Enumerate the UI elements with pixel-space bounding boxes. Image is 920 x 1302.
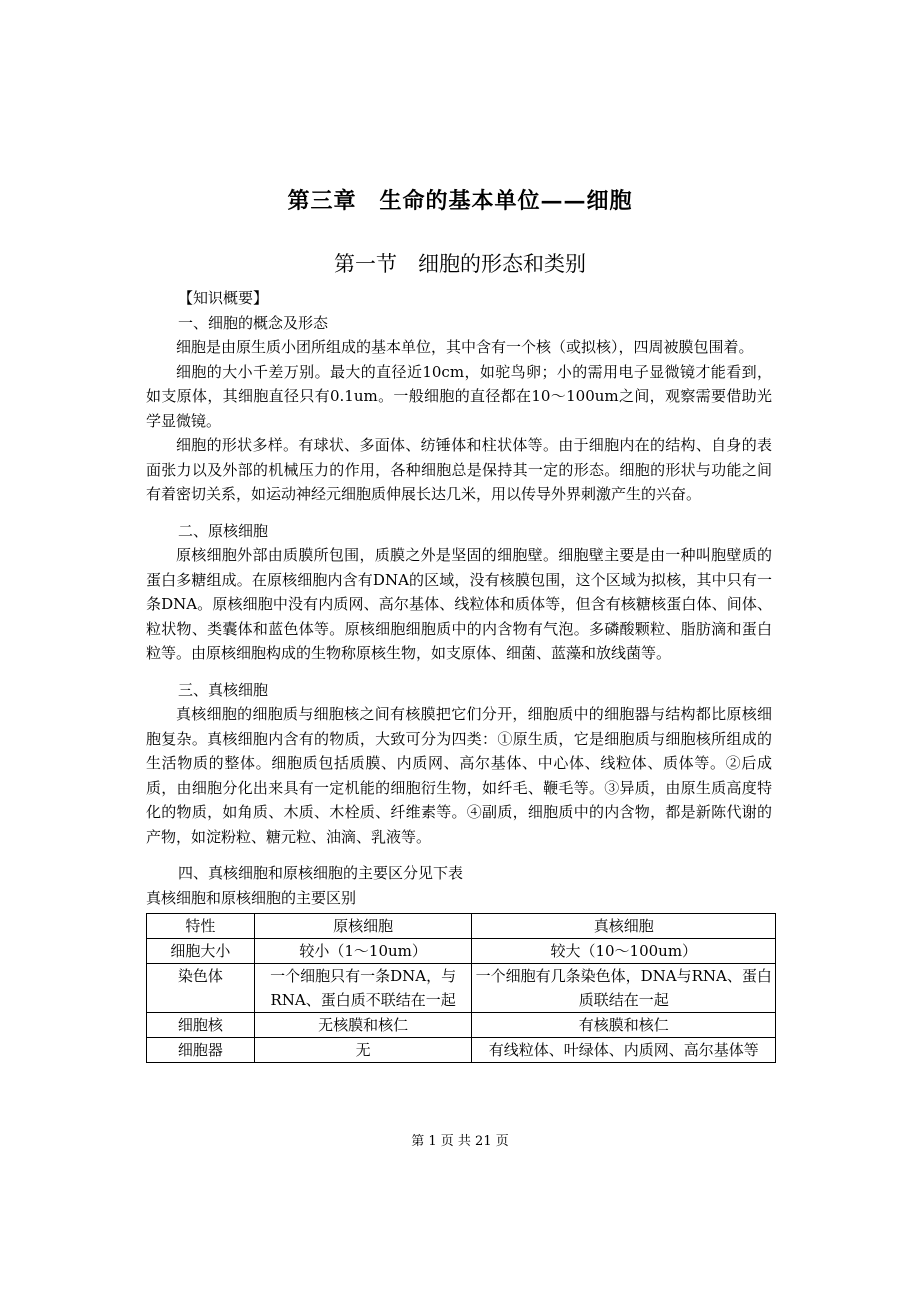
table-cell: 有核膜和核仁: [472, 1013, 776, 1038]
table-cell: 较大（10～100um）: [472, 939, 776, 964]
content-body: [146, 286, 772, 1063]
section-1-heading: 一、细胞的概念及形态: [178, 313, 329, 332]
table-cell: 无: [254, 1038, 472, 1063]
knowledge-label: 【知识概要】: [178, 289, 269, 307]
table-row: [147, 1013, 776, 1038]
page-footer: 第 1 页 共 21 页: [411, 1134, 509, 1149]
paragraph: 细胞是由原生质小团所组成的基本单位，其中含有一个核（或拟核），四周被膜包围着。: [176, 338, 754, 356]
section-4-heading: 四、真核细胞和原核细胞的主要区分见下表: [178, 864, 464, 882]
table-header-cell: 特性: [147, 914, 255, 939]
paragraph: 真核细胞的细胞质与细胞核之间有核膜把它们分开，细胞质中的细胞器与结构都比原核细胞复杂。真核细胞内含有的物质，大致可分为四类：①原生质，它是细胞质与细胞核所组成的生活物质的整体。细胞质包括质膜、内质网、高尔基体、中心体、线粒体、质体等。②后成质，由细胞分化出来具有一定机能的细胞衍生物，如纤毛、鞭毛等。③异质，由原生质高度特化的物质，如角质、木质、木栓质、纤维素等。④副质，细胞质中的内含物，都是新陈代谢的产物，如淀粉粒、糖元粒、油滴、乳液等。: [146, 705, 772, 846]
section-2-heading: 二、原核细胞: [178, 521, 269, 540]
table-cell: 染色体: [147, 964, 255, 1013]
comparison-table: [146, 913, 776, 1063]
paragraph: 原核细胞外部由质膜所包围，质膜之外是坚固的细胞壁。细胞壁主要是由一种叫胞壁质的蛋白多糖组成。在原核细胞内含有DNA的区域，没有核膜包围，这个区域为拟核，其中只有一条DNA。原核细胞中没有内质网、高尔基体、线粒体和质体等，但含有核糖核蛋白体、间体、粒状物、类囊体和蓝色体等。原核细胞细胞质中的内含物有气泡。多磷酸颗粒、脂肪滴和蛋白粒等。由原核细胞构成的生物称原核生物，如支原体、细菌、蓝藻和放线菌等。: [146, 546, 772, 662]
paragraph: 细胞的大小千差万别。最大的直径近10cm，如驼鸟卵；小的需用电子显微镜才能看到，如支原体，其细胞直径只有0.1um。一般细胞的直径都在10～100um之间，观察需要借助光学显微镜。: [146, 362, 772, 430]
table-caption: 真核细胞和原核细胞的主要区别: [146, 888, 357, 907]
table-header-cell: 真核细胞: [472, 914, 776, 939]
table-header-row: [147, 914, 776, 939]
table-row: [147, 964, 776, 1013]
table-cell: 细胞大小: [147, 939, 255, 964]
section-3-heading: 三、真核细胞: [178, 680, 269, 699]
table-header-cell: 原核细胞: [254, 914, 472, 939]
paragraph: 细胞的形状多样。有球状、多面体、纺锤体和柱状体等。由于细胞内在的结构、自身的表面张力以及外部的机械压力的作用，各种细胞总是保持其一定的形态。细胞的形状与功能之间有着密切关系，如运动神经元细胞质伸展长达几米，用以传导外界刺激产生的兴奋。: [146, 436, 772, 503]
section-title: 第一节 细胞的形态和类别: [334, 252, 586, 276]
table-cell: 有线粒体、叶绿体、内质网、高尔基体等: [472, 1038, 776, 1063]
table-cell: 无核膜和核仁: [254, 1013, 472, 1038]
table-row: [147, 939, 776, 964]
table-cell: 较小（1～10um）: [254, 939, 472, 964]
chapter-title: 第三章 生命的基本单位——细胞: [287, 188, 633, 214]
table-cell: 一个细胞有几条染色体，DNA与RNA、蛋白质联结在一起: [472, 964, 776, 1013]
table-cell: 细胞核: [147, 1013, 255, 1038]
table-row: [147, 1038, 776, 1063]
table-cell: 细胞器: [147, 1038, 255, 1063]
table-cell: 一个细胞只有一条DNA，与RNA、蛋白质不联结在一起: [254, 964, 472, 1013]
